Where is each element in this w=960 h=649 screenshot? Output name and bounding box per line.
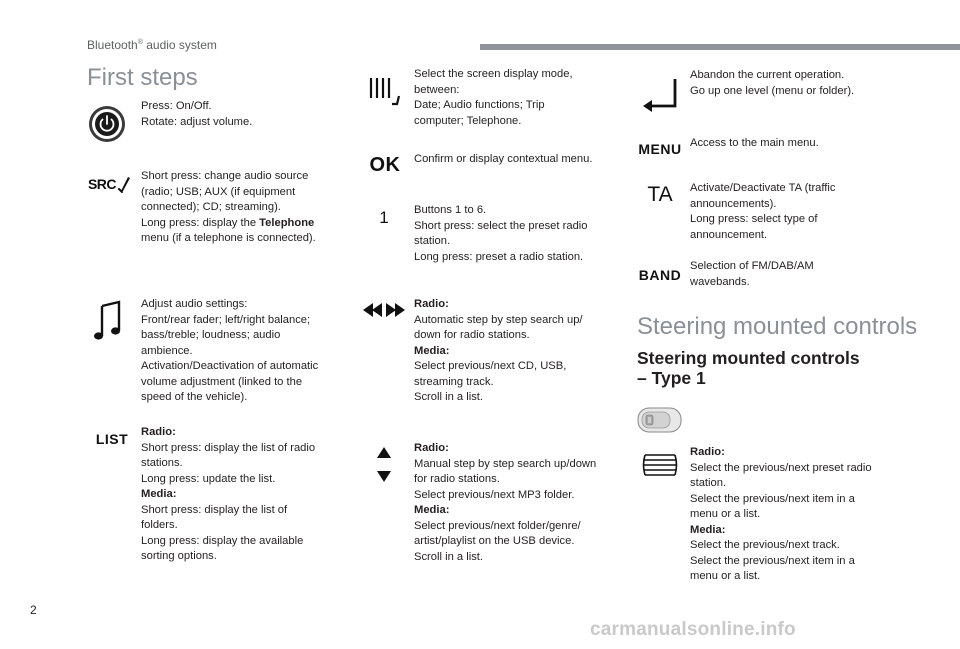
steering-control-stalk-icon (637, 406, 683, 434)
registered-mark: ® (137, 39, 143, 46)
header-title: Bluetooth (87, 38, 138, 52)
manual-search-description: Radio: Manual step by step search up/down for radio stations. Select previous/next MP3 folder. Media: Select previous/next folder/genre/ artist/playlist on the USB device. Scroll in a list. (414, 442, 597, 563)
section-title-first-steps: First steps (87, 64, 198, 91)
subsection-title-type-1: Steering mounted controls – Type 1 (637, 348, 860, 388)
src-description: Short press: change audio source (radio; USB; AUX (if equipment connected); CD; streaming). Long press: display the Telephone menu (if a telephone is connected). (141, 170, 316, 244)
list-button-icon: LIST (95, 431, 129, 447)
list-description: Radio: Short press: display the list of radio stations. Long press: update the list. Media: Short press: display the list of folders. Long press: display the available sorting options. (141, 426, 316, 562)
menu-description: Access to the main menu. (690, 137, 819, 149)
thumbwheel-description: Radio: Select the previous/next preset radio station. Select the previous/next item in a menu or a list. Media: Select the previous/next track. Select the previous/next item in a menu or a list. (690, 446, 872, 582)
audio-settings-description: Adjust audio settings: Front/rear fader; left/right balance; bass/treble; loudness; audio ambience. Activation/Deactivation of automatic volume adjustment (linked to the speed of the vehicle). (141, 298, 319, 403)
back-description: Abandon the current operation. Go up one level (menu or folder). (690, 69, 855, 97)
ta-button-icon: TA (647, 183, 673, 206)
power-description: Press: On/Off. Rotate: adjust volume. (141, 100, 253, 128)
header-bar (480, 44, 960, 50)
power-knob-icon (87, 104, 127, 144)
back-arrow-icon (641, 75, 679, 113)
music-note-icon (93, 300, 123, 342)
page-number: 2 (30, 603, 37, 617)
preset-buttons-description: Buttons 1 to 6. Short press: select the preset radio station. Long press: preset a radio station. (414, 204, 588, 263)
ta-description: Activate/Deactivate TA (traffic announcements). Long press: select type of announcement. (690, 182, 836, 241)
src-phone-button-icon: SRC (87, 172, 133, 196)
seek-description: Radio: Automatic step by step search up/ down for radio stations. Media: Select previous/next CD, USB, streaming track. Scroll in a list. (414, 298, 583, 403)
header-title-suffix: audio system (142, 38, 217, 52)
section-title-steering-controls: Steering mounted controls (637, 313, 918, 340)
preset-button-1-icon: 1 (379, 208, 389, 227)
up-down-arrows-icon (376, 447, 392, 483)
ok-button-icon: OK (369, 153, 401, 176)
running-header (87, 38, 217, 52)
thumbwheel-icon (642, 452, 678, 478)
band-description: Selection of FM/DAB/AM wavebands. (690, 260, 814, 288)
watermark-text: carmanualsonline.info (590, 619, 796, 640)
ok-description: Confirm or display contextual menu. (414, 153, 593, 165)
band-button-icon: BAND (638, 267, 682, 283)
menu-button-icon: MENU (638, 141, 682, 157)
display-mode-description: Select the screen display mode, between: Date; Audio functions; Trip computer; Telephone. (414, 68, 573, 127)
seek-left-right-icon (363, 302, 405, 318)
display-mode-icon (368, 76, 402, 106)
